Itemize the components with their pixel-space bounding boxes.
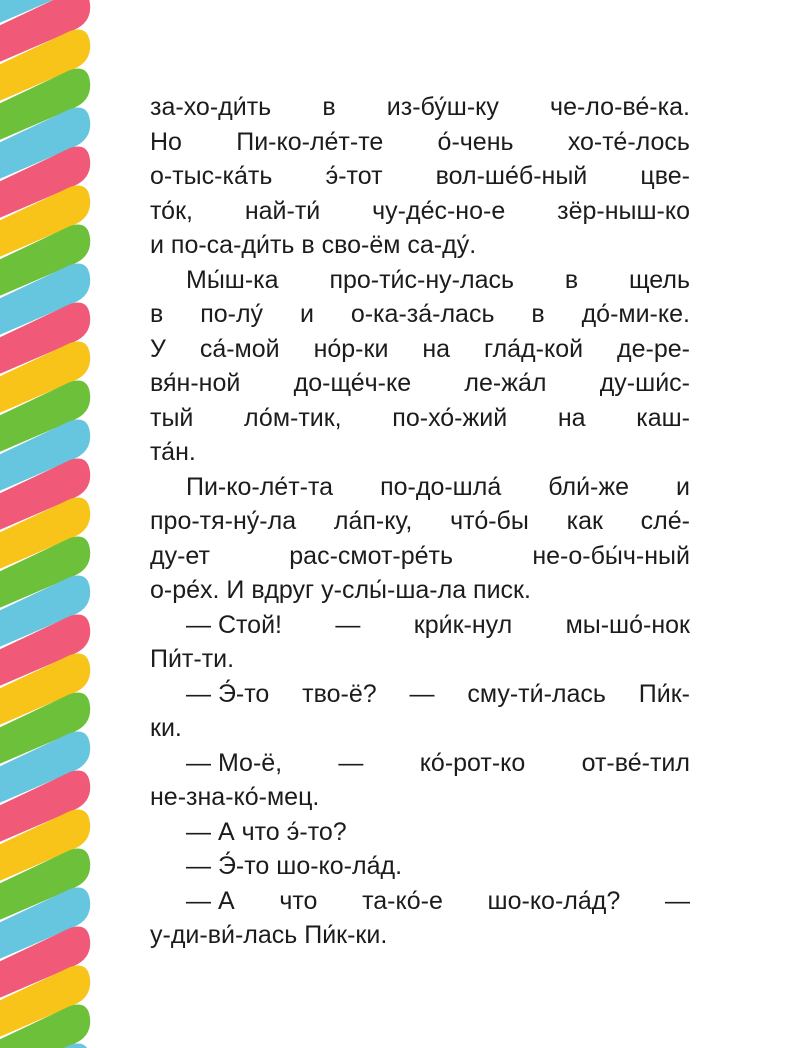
text-line xyxy=(150,711,690,746)
word: в xyxy=(564,265,579,294)
word: — А xyxy=(186,886,235,915)
text-line xyxy=(150,677,690,712)
word: и xyxy=(676,472,690,501)
word: о́-чень xyxy=(437,127,514,156)
word: бли́-же xyxy=(548,472,629,501)
word: про-тя-ну́-ла xyxy=(150,507,297,535)
word: по-лу́ xyxy=(200,300,264,328)
word: но́р-ки xyxy=(313,334,389,363)
word: ко́-рот-ко xyxy=(419,748,526,777)
text-line xyxy=(150,608,690,643)
rainbow-stripe-border xyxy=(0,0,100,1048)
word: Мы́ш-ка xyxy=(186,265,279,294)
word: по-хо́-жий xyxy=(392,403,508,432)
word: тво-ё? xyxy=(302,679,377,708)
word: де-ре- xyxy=(617,334,690,363)
word: про-ти́с-ну-лась xyxy=(329,265,514,294)
word: то́к, xyxy=(150,196,193,225)
text-line xyxy=(150,539,690,574)
word: мы-шо́-нок xyxy=(565,610,690,639)
word: У xyxy=(150,334,166,363)
word: о-тыс-ка́ть xyxy=(150,162,273,190)
word: — Э́-то xyxy=(186,679,270,708)
word: и xyxy=(299,300,314,328)
story-text xyxy=(150,90,690,953)
word: най-ти́ xyxy=(244,196,321,225)
word: — Стой! xyxy=(186,610,282,639)
word: что́-бы xyxy=(450,507,529,535)
word: вол-ше́б-ный xyxy=(435,162,588,190)
word: чу-де́с-но-е xyxy=(372,196,506,225)
word: гла́д-кой xyxy=(484,334,584,363)
text-line xyxy=(150,125,690,160)
word: — xyxy=(335,610,361,639)
text-line xyxy=(150,642,690,677)
word: сле́- xyxy=(640,507,690,535)
text-line xyxy=(150,470,690,505)
word: зёр-ныш-ко xyxy=(557,196,690,225)
word: кри́к-нул xyxy=(413,610,513,639)
word: сму-ти́-лась xyxy=(467,679,606,708)
text-line xyxy=(150,918,690,953)
word: — А что э́-то? xyxy=(186,817,347,846)
word: та-ко́-е xyxy=(362,886,443,915)
word: до-ще́ч-ке xyxy=(293,369,412,397)
text-line xyxy=(150,884,690,919)
word: Пи-ко-ле́т-та xyxy=(186,472,334,501)
text-line xyxy=(150,849,690,884)
word: — Э́-то шо-ко-ла́д. xyxy=(186,852,403,880)
word: та́н. xyxy=(150,438,196,466)
word: хо-те́-лось xyxy=(567,127,690,156)
word: ло́м-тик, xyxy=(244,403,342,432)
word: — Мо-ё, xyxy=(186,748,283,777)
text-line xyxy=(150,159,690,194)
word: по-до-шла́ xyxy=(380,472,502,501)
word: Но xyxy=(150,127,182,156)
text-line xyxy=(150,263,690,298)
word: в xyxy=(531,300,545,328)
text-line xyxy=(150,435,690,470)
word: ду-ши́с- xyxy=(599,369,690,397)
word: вя́н-ной xyxy=(150,369,241,397)
word: о-ка-за́-лась xyxy=(350,300,495,328)
word: до́-ми-ке. xyxy=(581,300,690,328)
word: — xyxy=(338,748,364,777)
word: ла́п-ку, xyxy=(333,507,413,535)
word: каш- xyxy=(636,403,690,432)
word: на xyxy=(557,403,586,432)
word: от-ве́-тил xyxy=(581,748,690,777)
word: цве- xyxy=(640,162,690,190)
text-line xyxy=(150,746,690,781)
word: ки. xyxy=(150,714,182,742)
text-line xyxy=(150,815,690,850)
word: тый xyxy=(150,403,194,432)
word: че-ло-ве́-ка. xyxy=(550,93,690,121)
word: Пи́т-ти. xyxy=(150,645,235,673)
word: — xyxy=(409,679,435,708)
word: ду-ет xyxy=(150,541,210,570)
word: в xyxy=(322,93,336,121)
rainbow-stripe-icon xyxy=(0,0,100,1048)
word: ле-жа́л xyxy=(464,369,547,397)
word: на xyxy=(422,334,451,363)
word: не-о-бы́ч-ный xyxy=(532,541,690,570)
text-line xyxy=(150,332,690,367)
word: щель xyxy=(629,265,690,294)
text-line xyxy=(150,573,690,608)
word: шо-ко-ла́д? xyxy=(487,886,621,915)
word: за-хо-ди́ть xyxy=(150,93,272,121)
word: — xyxy=(664,886,690,915)
word: что xyxy=(279,886,318,915)
word: Пи-ко-ле́т-те xyxy=(236,127,384,156)
word: как xyxy=(566,507,603,535)
word: рас-смот-ре́ть xyxy=(289,541,453,570)
word: не-зна-ко́-мец. xyxy=(150,783,320,811)
word: у-ди-ви́-лась Пи́к-ки. xyxy=(150,921,388,949)
word: и по-са-ди́ть в сво-ём са-ду́. xyxy=(150,231,477,259)
text-line xyxy=(150,194,690,229)
text-line xyxy=(150,297,690,332)
word: Пи́к- xyxy=(638,679,690,708)
text-line xyxy=(150,401,690,436)
text-line xyxy=(150,366,690,401)
text-line xyxy=(150,228,690,263)
word: из-бу́ш-ку xyxy=(386,93,499,121)
text-line xyxy=(150,780,690,815)
text-line xyxy=(150,90,690,125)
text-line xyxy=(150,504,690,539)
word: э́-тот xyxy=(325,162,383,190)
word: в xyxy=(150,300,164,328)
word: о-ре́х. И вдруг у-слы́-ша-ла писк. xyxy=(150,576,531,604)
word: са́-мой xyxy=(199,334,280,363)
